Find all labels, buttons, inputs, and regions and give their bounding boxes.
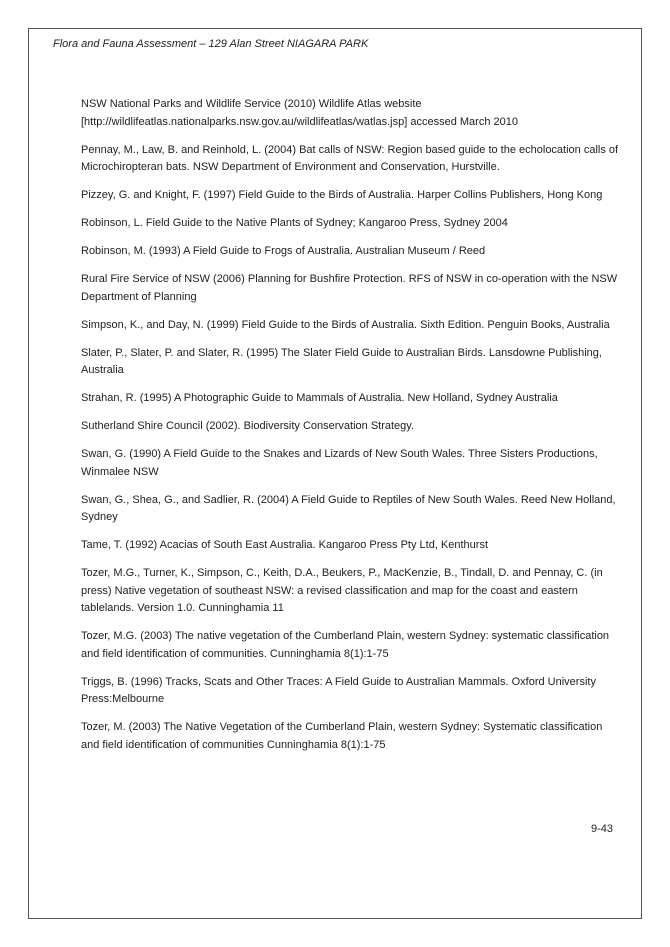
reference-item: Tozer, M. (2003) The Native Vegetation of the Cumberland Plain, western Sydney: Systematic classification and field identification of communities Cunninghamia 8(1):1-75 [81,721,603,751]
reference-item: Slater, P., Slater, P. and Slater, R. (1995) The Slater Field Guide to Australian Birds. Lansdowne Publishing, Australia [81,346,602,376]
reference-item: Swan, G. (1990) A Field Guide to the Snakes and Lizards of New South Wales. Three Sisters Productions, Winmalee NSW [81,448,598,478]
page-number: 9-43 [591,823,614,835]
reference-item: Robinson, L. Field Guide to the Native Plants of Sydney; Kangaroo Press, Sydney 2004 [81,217,508,229]
reference-item: Rural Fire Service of NSW (2006) Planning for Bushfire Protection. RFS of NSW in co-operation with the NSW Department of Planning [81,273,618,303]
reference-item: Strahan, R. (1995) A Photographic Guide to Mammals of Australia. New Holland, Sydney Australia [81,392,558,404]
reference-item: Tozer, M.G. (2003) The native vegetation of the Cumberland Plain, western Sydney: systematic classification and field identification of communities. Cunninghamia 8(1):1-75 [81,630,610,660]
reference-item: Robinson, M. (1993) A Field Guide to Frogs of Australia. Australian Museum / Reed [81,245,486,257]
reference-item: NSW National Parks and Wildlife Service (2010) Wildlife Atlas website [http://wildlifeatlas.nationalparks.nsw.gov.au/wildlifeatlas/watlas.jsp] accessed March 2010 [81,98,518,128]
reference-list [81,96,621,765]
reference-item: Tozer, M.G., Turner, K., Simpson, C., Keith, D.A., Beukers, P., MacKenzie, B., Tindall, D. and Pennay, C. (in press) Native vegetation of southeast NSW: a revised classification and map for the coast and eastern tablelands. Version 1.0. Cunninghamia 11 [81,567,603,614]
reference-item: Simpson, K., and Day, N. (1999) Field Guide to the Birds of Australia. Sixth Edition. Penguin Books, Australia [81,318,610,331]
reference-item: Triggs, B. (1996) Tracks, Scats and Other Traces: A Field Guide to Australian Mammals. Oxford University Press:Melbourne [81,675,596,705]
reference-item: Pizzey, G. and Knight, F. (1997) Field Guide to the Birds of Australia. Harper Collins Publishers, Hong Kong [81,189,603,201]
reference-item: Swan, G., Shea, G., and Sadlier, R. (2004) A Field Guide to Reptiles of New South Wales. Reed New Holland, Sydney [81,493,616,523]
page-header: Flora and Fauna Assessment – 129 Alan Street NIAGARA PARK [53,38,369,50]
reference-item: Sutherland Shire Council (2002). Biodiversity Conservation Strategy. [81,420,415,432]
reference-item: Tame, T. (1992) Acacias of South East Australia. Kangaroo Press Pty Ltd, Kenthurst [81,539,489,551]
reference-item: Pennay, M., Law, B. and Reinhold, L. (2004) Bat calls of NSW: Region based guide to the echolocation calls of Microchiropteran bats. NSW Department of Environment and Conservation, Hurstville. [81,143,619,173]
